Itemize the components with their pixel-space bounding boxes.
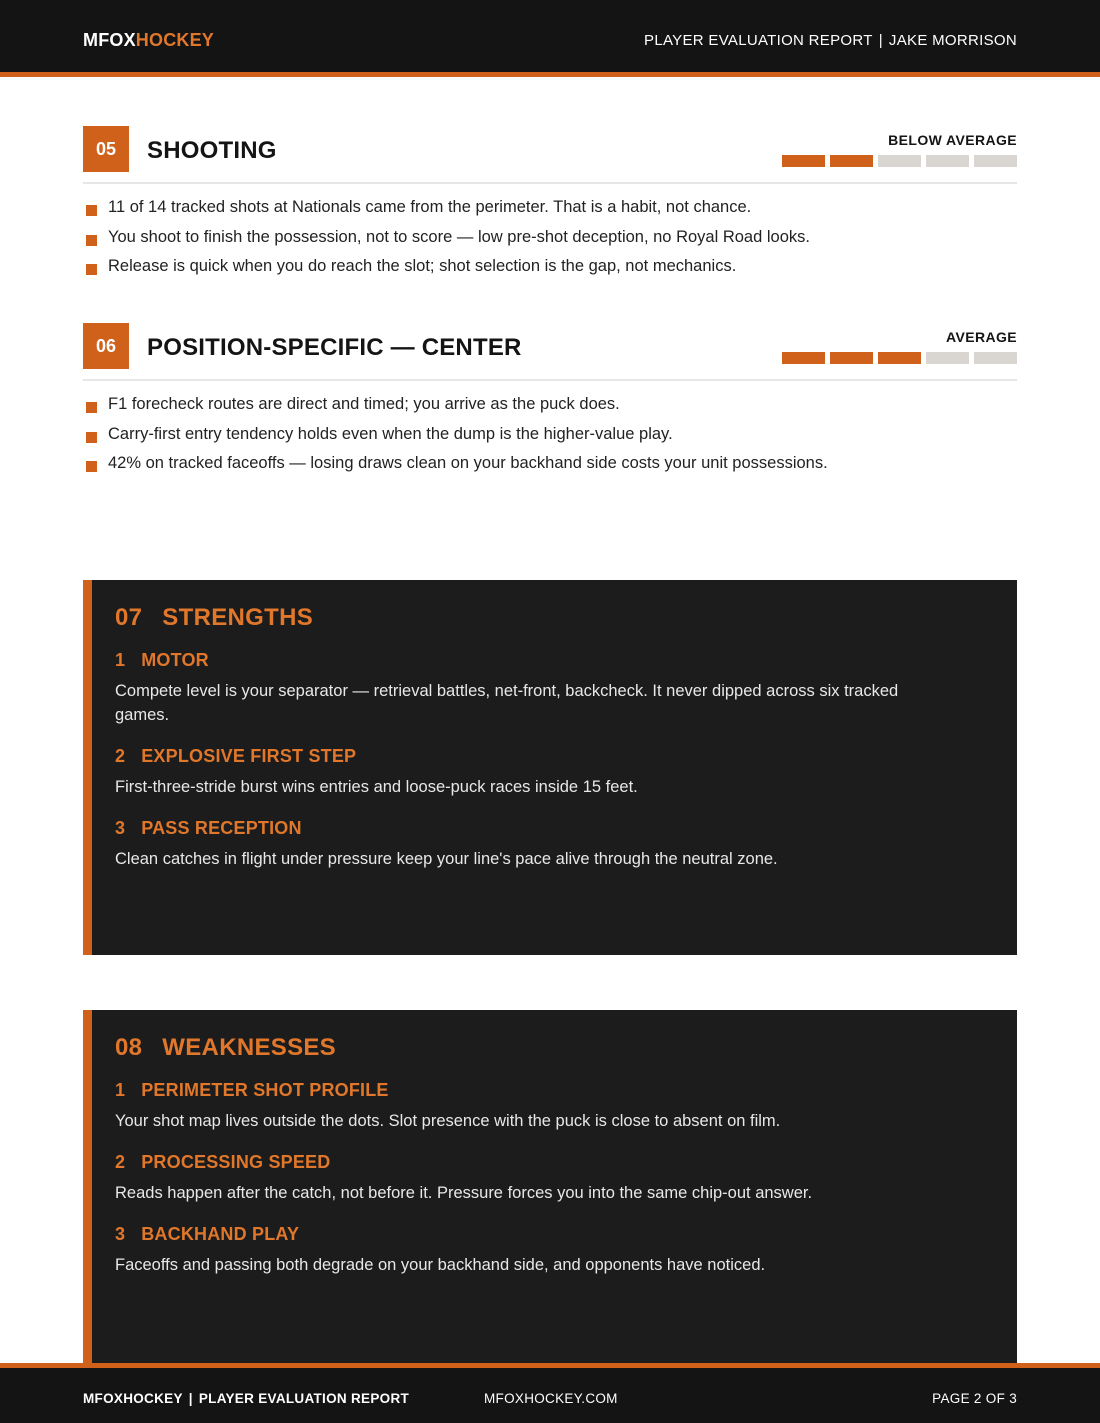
page-footer (0, 1368, 1100, 1423)
weakness-item (115, 1080, 994, 1133)
item-heading (115, 746, 994, 767)
bullet-square-icon (86, 432, 97, 443)
footer-website: MFOXHOCKEY.COM (484, 1391, 618, 1406)
bullet-text: Carry-first entry tendency holds even when the dump is the higher-value play. (108, 424, 673, 443)
section-header (83, 126, 1017, 184)
item-number: 2 (115, 1152, 126, 1172)
section-title: SHOOTING (147, 137, 277, 164)
section-title: POSITION-SPECIFIC — CENTER (147, 334, 522, 361)
bullet-square-icon (86, 205, 97, 216)
item-heading (115, 1224, 994, 1245)
item-title: MOTOR (141, 650, 209, 670)
bullet-text: You shoot to finish the possession, not to score — low pre-shot deception, no Royal Road looks. (108, 227, 810, 246)
brand-part-1: MFOX (83, 30, 136, 50)
bullet-square-icon (86, 264, 97, 275)
panel-title (115, 1034, 994, 1062)
footer-page-number: PAGE 2 OF 3 (932, 1391, 1017, 1406)
panel-title-text: WEAKNESSES (162, 1034, 336, 1061)
item-title: PROCESSING SPEED (141, 1152, 331, 1172)
rating-segment-filled (782, 155, 825, 167)
header-report-info (644, 32, 1017, 49)
bullet-square-icon (86, 402, 97, 413)
bullet-list (83, 193, 1017, 282)
brand-part-2: HOCKEY (135, 30, 215, 50)
strength-item (115, 650, 994, 727)
rating-segment-empty (878, 155, 921, 167)
bullet-item (83, 390, 1017, 420)
bullet-item (83, 223, 1017, 253)
panel-title-text: STRENGTHS (162, 604, 314, 631)
weakness-item (115, 1152, 994, 1205)
header-player-name: JAKE MORRISON (888, 32, 1017, 49)
item-title: PERIMETER SHOT PROFILE (141, 1080, 389, 1100)
brand-logo (83, 30, 214, 51)
strength-item (115, 746, 994, 799)
bullet-list (83, 390, 1017, 479)
item-body: First-three-stride burst wins entries and loose-puck races inside 15 feet. (115, 778, 638, 796)
rating-meter (782, 155, 1017, 167)
weakness-item (115, 1224, 994, 1277)
section-number-badge: 06 (83, 323, 129, 369)
header-separator: | (878, 32, 883, 49)
footer-brand-info (83, 1391, 409, 1406)
footer-separator: | (188, 1391, 193, 1406)
item-number: 2 (115, 746, 126, 766)
item-number: 1 (115, 1080, 126, 1100)
rating-label: AVERAGE (946, 329, 1017, 345)
strengths-panel (83, 580, 1017, 955)
bullet-item (83, 449, 1017, 479)
bullet-square-icon (86, 461, 97, 472)
rating-segment-empty (974, 352, 1017, 364)
section-shooting (83, 126, 1017, 282)
rating-segment-filled (830, 352, 873, 364)
rating-segment-empty (926, 352, 969, 364)
panel-title (115, 604, 994, 632)
header-report-title: PLAYER EVALUATION REPORT (644, 32, 873, 49)
rating-segment-empty (926, 155, 969, 167)
bullet-text: F1 forecheck routes are direct and timed; you arrive as the puck does. (108, 395, 620, 413)
bullet-item (83, 420, 1017, 450)
header-accent-rule (0, 72, 1100, 77)
item-title: PASS RECEPTION (141, 818, 302, 838)
item-heading (115, 650, 994, 671)
section-position-specific (83, 323, 1017, 479)
item-heading (115, 1080, 994, 1101)
rating-segment-empty (974, 155, 1017, 167)
item-heading (115, 1152, 994, 1173)
rating-segment-filled (830, 155, 873, 167)
item-body: Compete level is your separator — retrieval battles, net-front, backcheck. It never dipped across six tracked games. (115, 682, 899, 724)
item-title: BACKHAND PLAY (141, 1224, 300, 1244)
item-body: Reads happen after the catch, not before it. Pressure forces you into the same chip-out answer. (115, 1184, 813, 1202)
page-header (0, 0, 1100, 72)
item-body: Your shot map lives outside the dots. Slot presence with the puck is close to absent on film. (115, 1112, 781, 1130)
item-number: 3 (115, 1224, 126, 1244)
strength-item (115, 818, 994, 871)
weaknesses-panel (83, 1010, 1017, 1363)
bullet-text: Release is quick when you do reach the slot; shot selection is the gap, not mechanics. (108, 257, 737, 275)
rating-meter (782, 352, 1017, 364)
item-heading (115, 818, 994, 839)
rating-segment-filled (782, 352, 825, 364)
section-header (83, 323, 1017, 381)
panel-number: 07 (115, 604, 143, 631)
bullet-item (83, 252, 1017, 282)
rating-segment-filled (878, 352, 921, 364)
bullet-text: 11 of 14 tracked shots at Nationals came from the perimeter. That is a habit, not chance. (108, 198, 752, 216)
bullet-item (83, 193, 1017, 223)
bullet-text: 42% on tracked faceoffs — losing draws clean on your backhand side costs your unit possessions. (108, 454, 828, 472)
item-number: 1 (115, 650, 126, 670)
item-body: Clean catches in flight under pressure keep your line's pace alive through the neutral zone. (115, 850, 778, 868)
section-number-badge: 05 (83, 126, 129, 172)
panel-number: 08 (115, 1034, 143, 1061)
item-number: 3 (115, 818, 126, 838)
rating-label: BELOW AVERAGE (888, 132, 1017, 148)
item-title: EXPLOSIVE FIRST STEP (141, 746, 357, 766)
footer-brand: MFOXHOCKEY (83, 1391, 183, 1406)
bullet-square-icon (86, 235, 97, 246)
footer-report-title: PLAYER EVALUATION REPORT (198, 1391, 410, 1406)
item-body: Faceoffs and passing both degrade on your backhand side, and opponents have noticed. (115, 1256, 766, 1274)
